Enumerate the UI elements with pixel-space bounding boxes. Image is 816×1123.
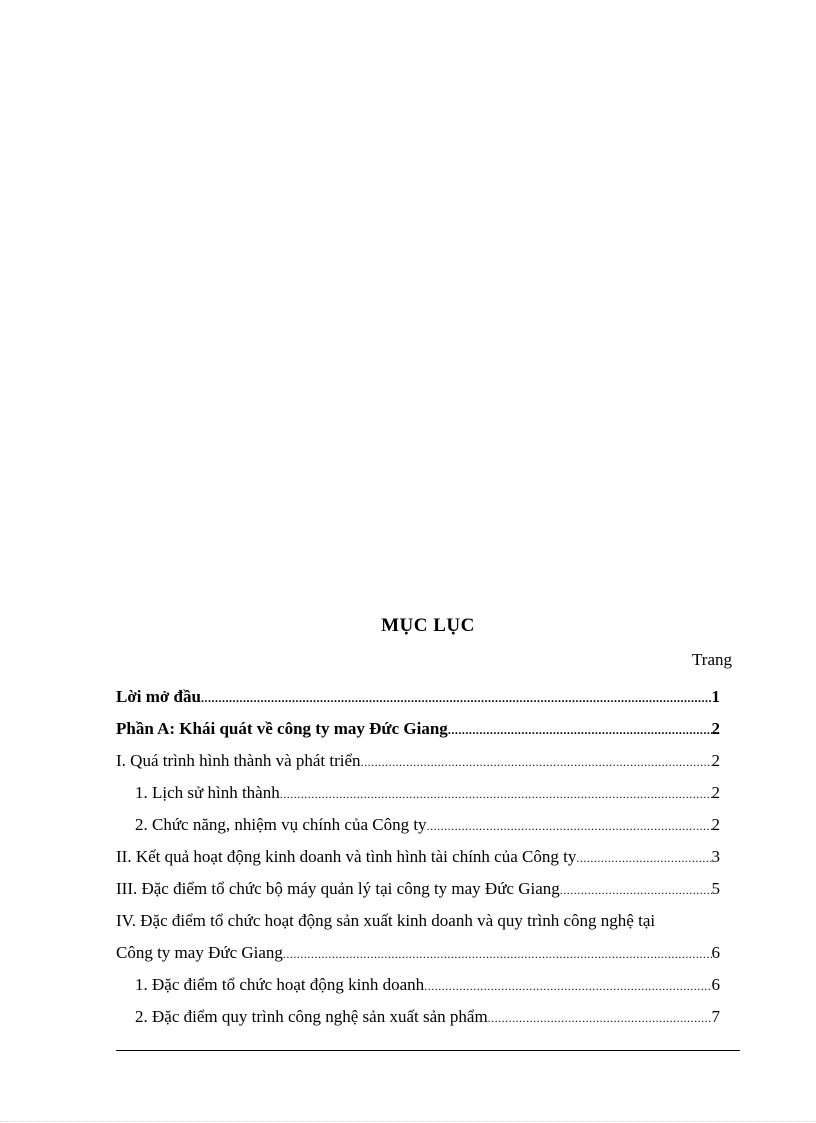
toc-leader-dots — [488, 1002, 712, 1033]
toc-leader-dots — [424, 970, 711, 1001]
toc-entry-section-4[interactable] — [116, 905, 720, 937]
toc-entry-page: 2 — [711, 719, 720, 738]
toc-leader-dots — [448, 714, 712, 745]
toc-leader-dots — [576, 842, 711, 873]
toc-entry-section-2[interactable] — [116, 841, 720, 873]
toc-leader-dots — [201, 682, 712, 713]
toc-entry-text: III. Đặc điểm tổ chức bộ máy quản lý tại công ty may Đức Giang — [116, 879, 560, 898]
toc-entry-text: II. Kết quả hoạt động kinh doanh và tình hình tài chính của Công ty — [116, 847, 577, 866]
toc-entry-section-1[interactable] — [116, 745, 720, 777]
toc-entry-page: 2 — [711, 783, 720, 802]
toc-entry-introduction[interactable] — [116, 681, 720, 713]
footer-divider — [116, 1050, 740, 1051]
toc-entry-text: 1. Đặc điểm tổ chức hoạt động kinh doanh — [135, 975, 425, 994]
table-of-contents — [116, 681, 720, 1033]
toc-entry-page: 5 — [711, 879, 720, 898]
toc-leader-dots — [560, 874, 712, 905]
toc-leader-dots — [280, 778, 712, 809]
toc-entry-section-1-1[interactable] — [116, 777, 720, 809]
toc-entry-section-1-2[interactable] — [116, 809, 720, 841]
toc-entry-page: 6 — [711, 943, 720, 962]
toc-entry-section-4-1[interactable] — [116, 969, 720, 1001]
toc-entry-page: 7 — [711, 1007, 720, 1026]
toc-leader-dots — [361, 746, 712, 777]
toc-entry-section-3[interactable] — [116, 873, 720, 905]
toc-entry-section-4-2[interactable] — [116, 1001, 720, 1033]
toc-entry-page: 1 — [711, 687, 720, 706]
toc-entry-page: 3 — [711, 847, 720, 866]
toc-leader-dots — [427, 810, 712, 841]
toc-entry-page: 6 — [711, 975, 720, 994]
toc-entry-section-4-continued[interactable] — [116, 937, 720, 969]
toc-entry-text: 2. Chức năng, nhiệm vụ chính của Công ty — [135, 815, 427, 834]
toc-entry-page: 2 — [711, 815, 720, 834]
toc-entry-part-a[interactable] — [116, 713, 720, 745]
toc-entry-page: 2 — [711, 751, 720, 770]
toc-entry-text: Công ty may Đức Giang — [116, 943, 283, 962]
toc-entry-text: 2. Đặc điểm quy trình công nghệ sản xuất sản phẩm — [135, 1007, 488, 1026]
page-column-label: Trang — [692, 650, 732, 669]
toc-entry-text: I. Quá trình hình thành và phát triển — [116, 751, 361, 770]
page-edge-divider — [0, 1121, 816, 1122]
toc-entry-text: IV. Đặc điểm tổ chức hoạt động sản xuất kinh doanh và quy trình công nghệ tại — [116, 911, 656, 930]
toc-entry-text: Lời mở đầu — [116, 687, 201, 706]
toc-leader-dots — [283, 938, 712, 969]
toc-title: MỤC LỤC — [381, 615, 475, 636]
toc-entry-text: 1. Lịch sử hình thành — [135, 783, 280, 802]
toc-entry-text: Phần A: Khái quát về công ty may Đức Giang — [116, 719, 448, 738]
